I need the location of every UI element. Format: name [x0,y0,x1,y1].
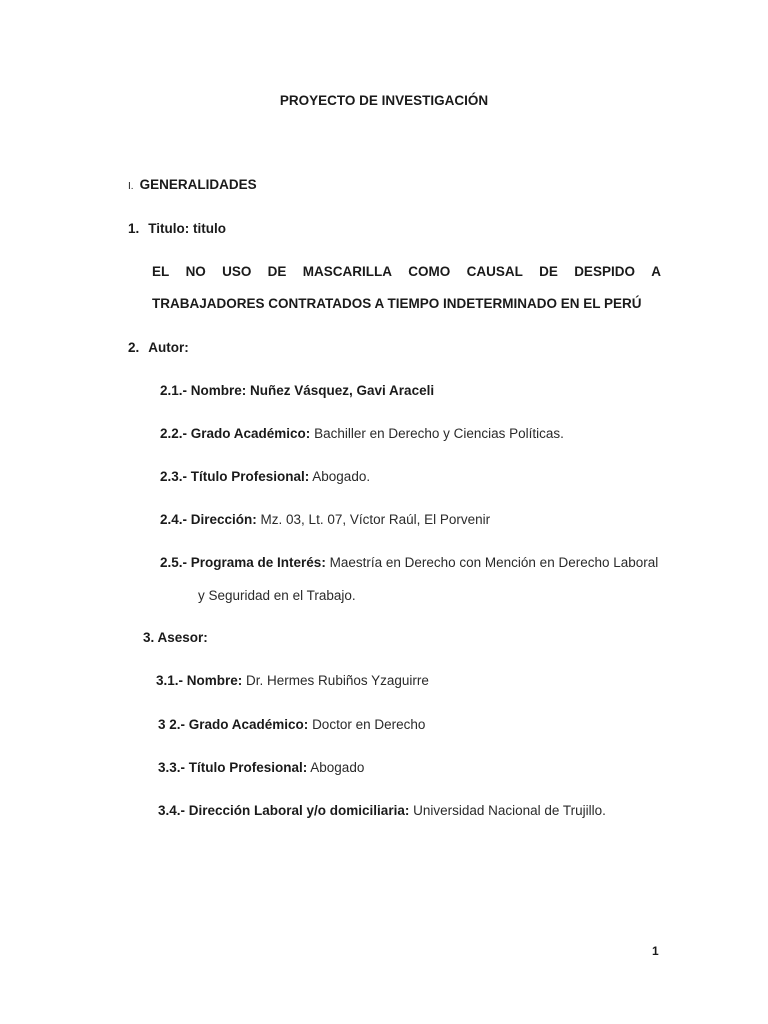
item-3-heading: 3. Asesor: [143,630,208,645]
section-heading-generalidades [128,176,257,196]
item-2-label: Autor: [148,340,189,355]
item-1-heading [128,220,226,238]
title-word: A [651,264,661,279]
author-name [160,382,434,400]
document-title: PROYECTO DE INVESTIGACIÓN [279,93,489,108]
author-program-label: 2.5.- Programa de Interés: [160,555,326,570]
advisor-name-label: 3.1.- Nombre: [156,673,243,688]
author-address-value: Mz. 03, Lt. 07, Víctor Raúl, El Porvenir [260,512,491,527]
item-2-number: 2. [128,340,140,355]
advisor-degree-value: Doctor en Derecho [312,717,426,732]
title-word: CAUSAL [466,264,523,279]
title-word: USO [222,264,252,279]
advisor-address-value: Universidad Nacional de Trujillo. [413,803,606,818]
item-1-label: Titulo: titulo [148,221,226,236]
item-1-number: 1. [128,221,140,236]
advisor-name-value: Dr. Hermes Rubiños Yzaguirre [246,673,429,688]
author-program-continuation: y Seguridad en el Trabajo. [198,588,356,603]
author-degree [160,425,564,443]
page-number: 1 [652,944,659,958]
advisor-degree-label: 3 2.- Grado Académico: [158,717,309,732]
section-numeral: I. [128,181,134,192]
advisor-professional-title-label: 3.3.- Título Profesional: [158,760,308,775]
title-word: DE [539,264,558,279]
advisor-name [156,672,429,690]
author-professional-title [160,468,370,486]
research-title-line-1 [152,263,661,281]
author-program [160,554,658,572]
author-address [160,511,490,529]
title-word: COMO [408,264,451,279]
author-name-label: 2.1.- Nombre: Nuñez Vásquez, Gavi Araceli [160,383,435,398]
title-word: EL [152,264,170,279]
title-word: DE [267,264,287,279]
title-word: NO [185,264,206,279]
research-title-line-2: TRABAJADORES CONTRATADOS A TIEMPO INDETERMINADO EN EL PERÚ [152,296,642,311]
advisor-professional-title [158,759,364,777]
advisor-professional-title-value: Abogado [310,760,365,775]
author-professional-title-value: Abogado. [312,469,371,484]
title-word: MASCARILLA [302,264,392,279]
author-professional-title-label: 2.3.- Título Profesional: [160,469,310,484]
author-degree-value: Bachiller en Derecho y Ciencias Políticas. [314,426,564,441]
author-program-value: Maestría en Derecho con Mención en Derecho Laboral [329,555,659,570]
advisor-address [158,802,606,820]
item-2-heading [128,339,189,357]
section-label: GENERALIDADES [139,177,257,192]
author-degree-label: 2.2.- Grado Académico: [160,426,311,441]
title-word: DESPIDO [574,264,635,279]
advisor-degree [158,716,425,734]
author-address-label: 2.4.- Dirección: [160,512,257,527]
advisor-address-label: 3.4.- Dirección Laboral y/o domiciliaria: [158,803,410,818]
